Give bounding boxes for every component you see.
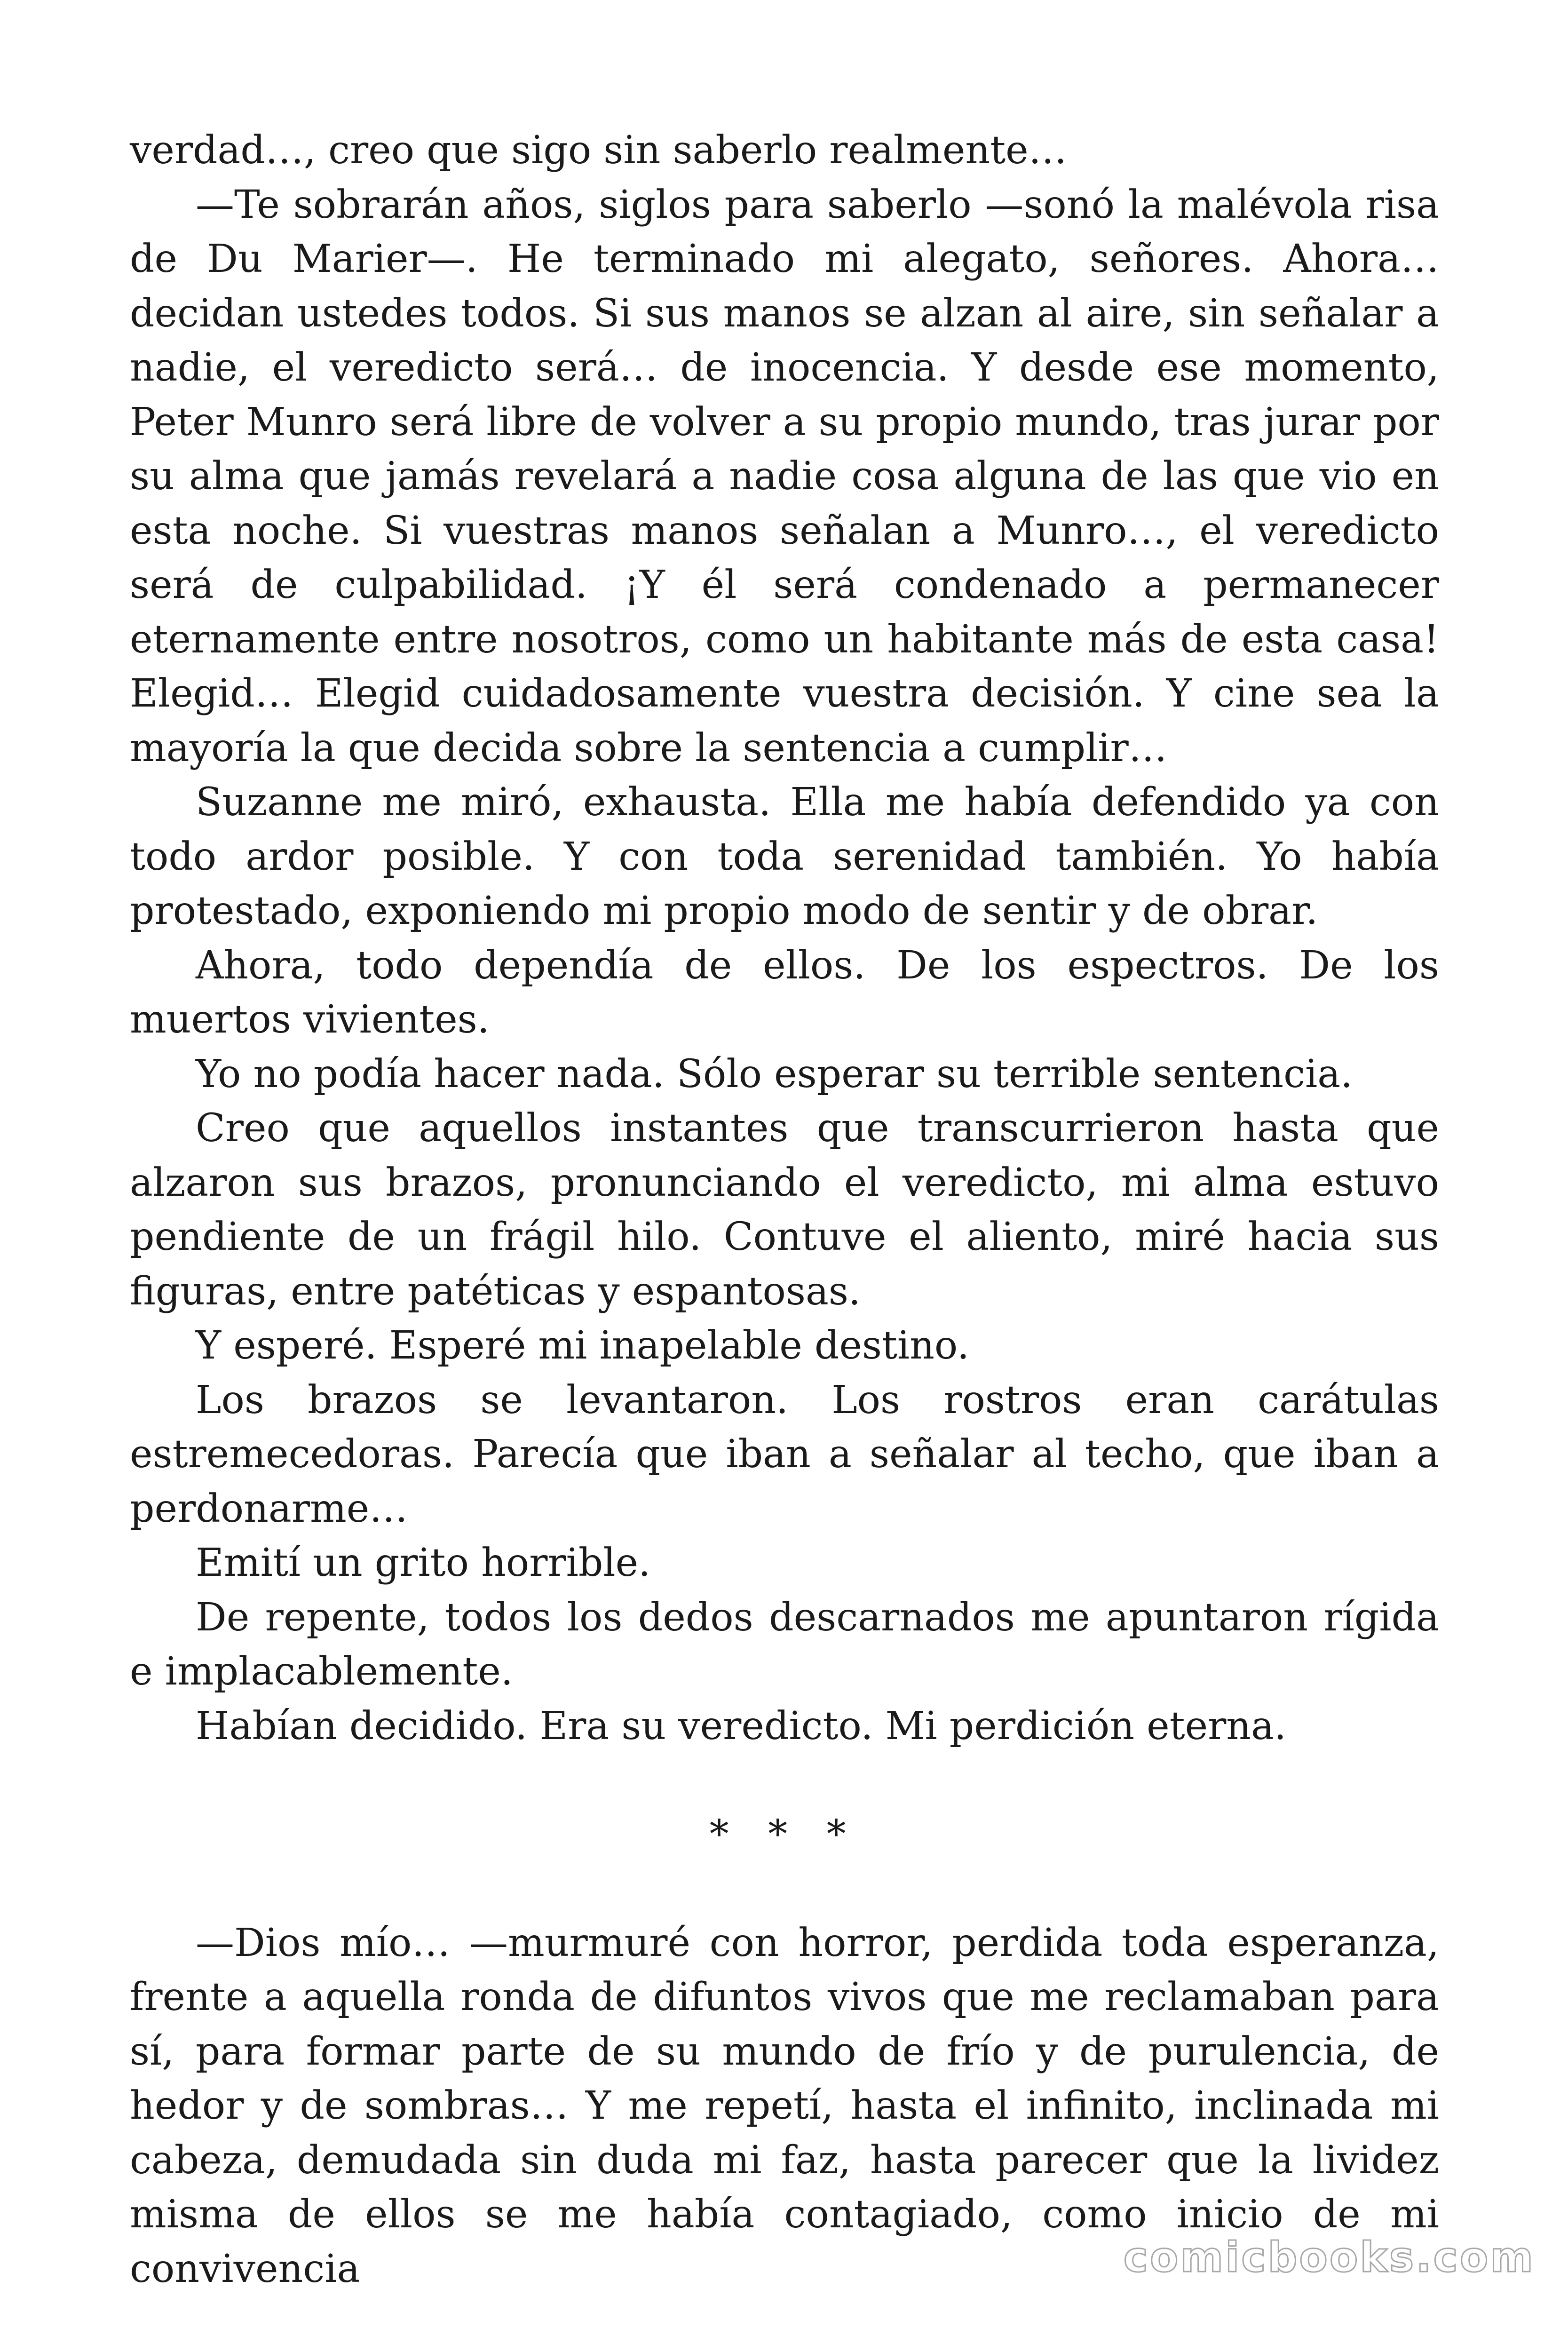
paragraph: Yo no podía hacer nada. Sólo esperar su terrible sentencia. [196,1051,1353,1097]
paragraph: Habían decidido. Era su veredicto. Mi perdición eterna. [196,1703,1287,1748]
paragraph: verdad…, creo que sigo sin saberlo realmente… [130,128,1067,173]
paragraph: Los brazos se levantaron. Los rostros eran carátulas estremecedoras. Parecía que iban a señalar al techo, que iban a perdonarme… [130,1377,1439,1531]
paragraph: De repente, todos los dedos descarnados me apuntaron rígida e implacablemente. [130,1595,1439,1694]
paragraph: —Te sobrarán años, siglos para saberlo —sonó la malévola risa de Du Marier—. He terminado mi alegato, señores. Ahora… decidan ustedes todos. Si sus manos se alzan al aire, sin señalar a nadie, el veredicto será… de inocencia. Y desde ese momento, Peter Munro será libre de volver a su propio mundo, tras jurar por su alma que jamás revelará a nadie cosa alguna de las que vio en esta noche. Si vuestras manos señalan a Munro…, el veredicto será de culpabilidad. ¡Y él será condenado a permanecer eternamente entre nosotros, como un habitante más de esta casa! Elegid… Elegid cuidadosamente vuestra decisión. Y cine sea la mayoría la que decida sobre la sentencia a cumplir… [130,182,1439,771]
paragraph: —Dios mío… —murmuré con horror, perdida toda esperanza, frente a aquella ronda de difuntos vivos que me reclamaban para sí, para formar parte de su mundo de frío y de purulencia, de hedor y de sombras… Y me repetí, hasta el infinito, inclinada mi cabeza, demudada sin duda mi faz, hasta parecer que la lividez misma de ellos se me había contagiado, como inicio de mi convivencia [130,1920,1439,2291]
paragraph: Emití un grito horrible. [196,1541,651,1585]
paragraph: Creo que aquellos instantes que transcurrieron hasta que alzaron sus brazos, pronunciando el veredicto, mi alma estuvo pendiente de un frágil hilo. Contuve el aliento, miré hacia sus figuras, entre patéticas y espantosas. [130,1106,1439,1314]
paragraph: Suzanne me miró, exhausta. Ella me había defendido ya con todo ardor posible. Y con toda serenidad también. Yo había protestado, exponiendo mi propio modo de sentir y de obrar. [130,780,1439,933]
paragraph: Y esperé. Esperé mi inapelable destino. [196,1323,969,1368]
text-block-before [130,123,1439,1753]
paragraph: Ahora, todo dependía de ellos. De los espectros. De los muertos vivientes. [130,943,1439,1042]
watermark-logo: comicbooks.com [1123,2233,1535,2281]
scene-break: * * * [709,1812,860,1857]
book-page [130,123,1439,2296]
